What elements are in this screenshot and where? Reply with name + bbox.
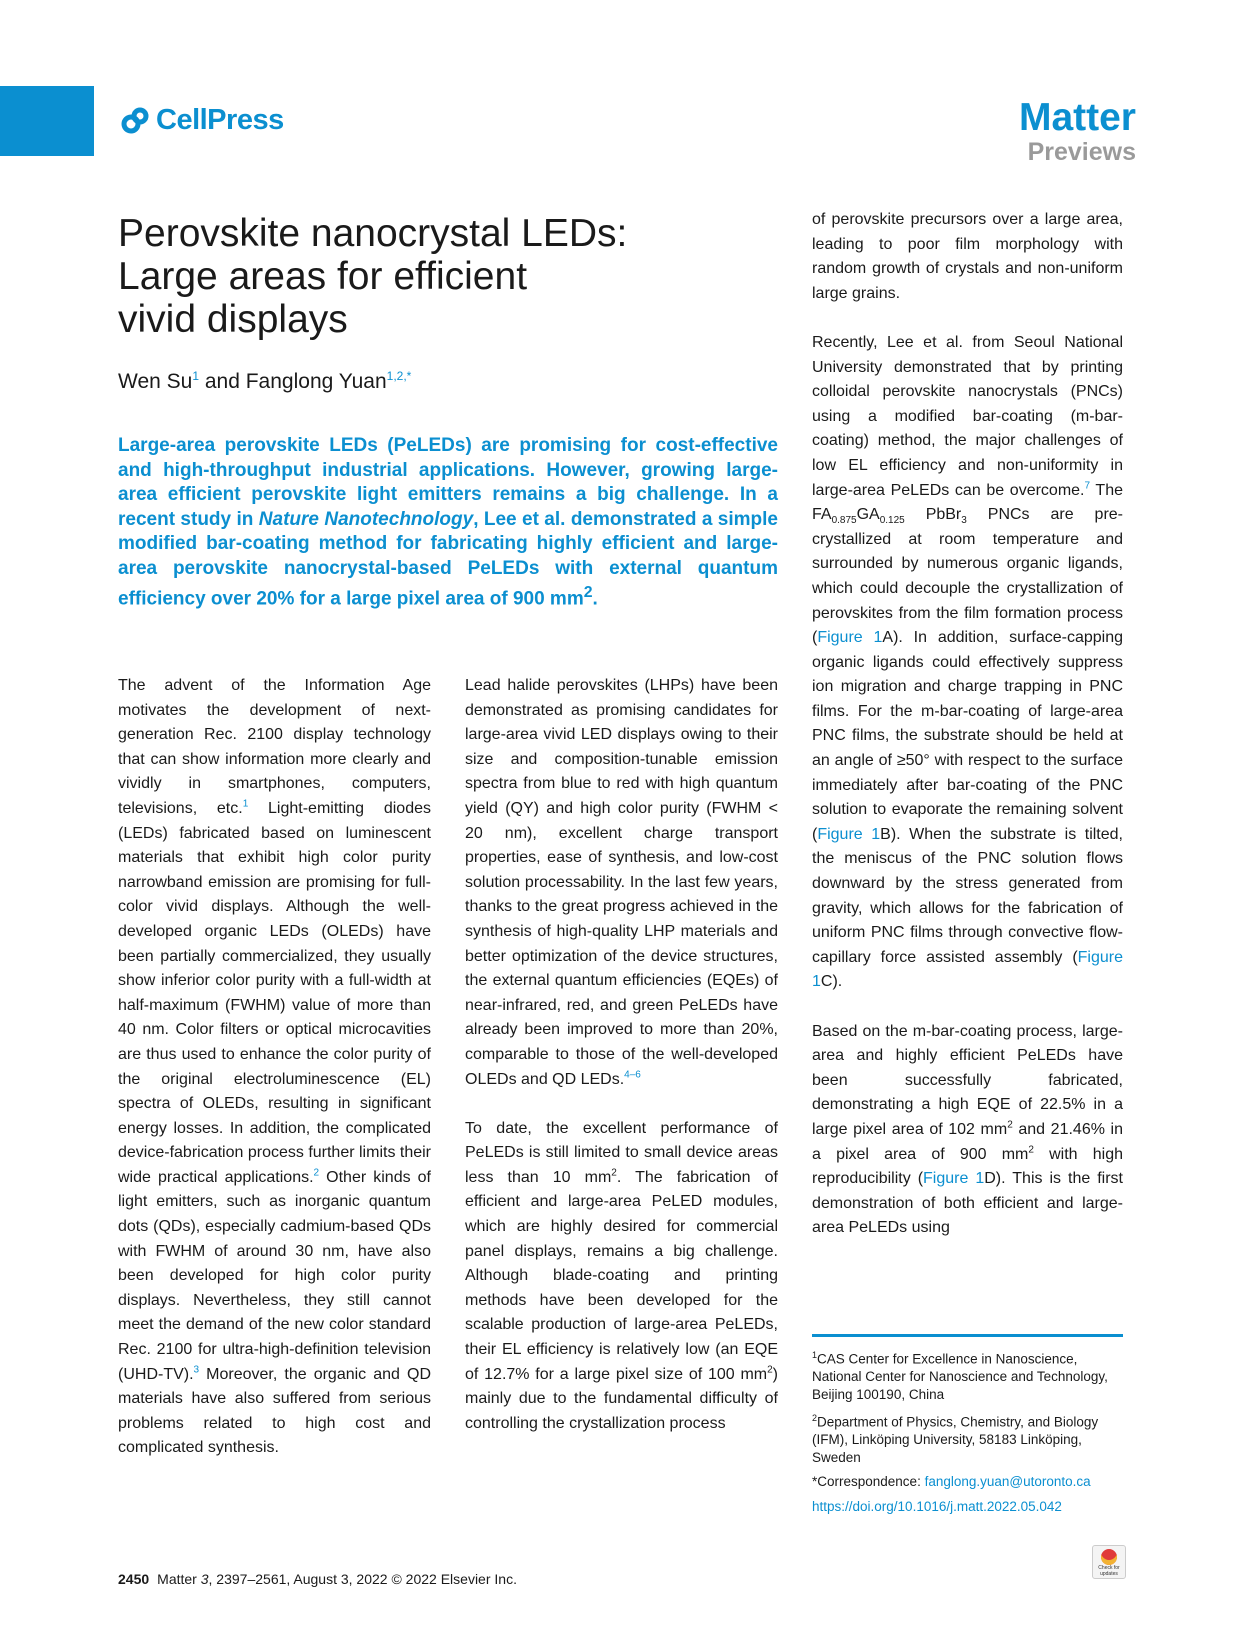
affiliation-number: 2 (812, 1413, 818, 1423)
correspondence-label: *Correspondence: (812, 1474, 925, 1489)
figure-link-word: Figure (817, 825, 863, 843)
abstract-text: . (592, 588, 598, 610)
figure-link[interactable] (817, 826, 880, 843)
superscript: 2 (767, 1364, 773, 1376)
affiliation-number: 1 (812, 1350, 818, 1360)
check-updates-icon (1101, 1549, 1117, 1565)
figure-link-word: Figure (923, 1170, 969, 1188)
section-name: Previews (1027, 138, 1136, 166)
badge-label: updates (1100, 1571, 1118, 1577)
page-footer (118, 1571, 517, 1587)
subscript: 0.125 (879, 515, 905, 527)
paragraph (812, 331, 1123, 995)
author-affiliation-link[interactable]: 1,2,* (386, 369, 412, 383)
body-column-1 (118, 674, 431, 1486)
body-text: . The fabrication of efficient and large-area PeLED modules, which are highly desired for commercial panel displays, remains a big challenge. Although blade-coating and printing methods have been developed for the scalable production of large-area PeLEDs, their EL efficiency is relatively low (an EQE of 12.7% for a large pixel size of 100 mm (465, 1168, 778, 1383)
title-line: Perovskite nanocrystal LEDs: (118, 212, 628, 255)
superscript: 2 (583, 584, 593, 601)
affiliation-text: CAS Center for Excellence in Nanoscience, National Center for Nanoscience and Technology, Beijing 100190, China (812, 1351, 1108, 1402)
author-list (118, 369, 411, 394)
header-color-block (0, 86, 94, 156)
author-name: Fanglong Yuan (245, 370, 387, 393)
figure-link[interactable] (817, 629, 882, 646)
abstract-text: , Lee et al. demonstrated a simple modified bar-coating method for fabricating highly efficient and large-area perovskite nanocrystal-based PeLEDs with external quantum efficiency over 20% for a large pixel area of 900 mm (118, 508, 778, 610)
doi (812, 1498, 1123, 1516)
author-connector: and (199, 370, 246, 393)
paragraph (465, 674, 778, 1092)
subscript: 0.875 (831, 515, 857, 527)
figure-link-number: 1 (812, 973, 821, 991)
body-text: Based on the m-bar-coating process, large-area and highly efficient PeLEDs have been successfully fabricated, demonstrating a high EQE of 22.5% in a large pixel area of 102 mm (812, 1022, 1123, 1138)
superscript: 2 (611, 1167, 617, 1179)
body-text: ) mainly due to the fundamental difficulty of controlling the crystallization process (465, 1365, 778, 1432)
correspondence (812, 1473, 1123, 1491)
journal-citation: Nature Nanotechnology (258, 508, 474, 530)
body-text: C). (820, 973, 843, 991)
figure-link-number: 1 (862, 825, 881, 843)
paragraph: of perovskite precursors over a large area, leading to poor film morphology with random growth of crystals and non-uniform large grains. (812, 211, 1123, 302)
badge-label: Check for (1098, 1565, 1120, 1571)
affiliation-text: Department of Physics, Chemistry, and Biology (IFM), Linköping University, 58183 Linköping, Sweden (812, 1414, 1099, 1465)
reference-link[interactable]: 2 (313, 1167, 320, 1179)
body-text: The FA (812, 481, 1123, 524)
body-text: Light-emitting diodes (LEDs) fabricated based on luminescent materials that exhibit high color purity narrowband emission are promising for full-color vivid displays. Although the well-developed organic LEDs (OLEDs) have been partially commercialized, they usually show inferior color purity with a full-width at half-maximum (FWHM) value of more than 40 nm. Color filters or optical microcavities are thus used to enhance the color purity of the original electroluminescence (EL) spectra of OLEDs, resulting in significant energy losses. In addition, the complicated device-fabrication process further limits their wide practical applications. (118, 799, 432, 1186)
cellpress-logo[interactable] (120, 104, 284, 137)
affiliation-divider (812, 1334, 1123, 1337)
brand-name: CellPress (156, 104, 284, 136)
body-text: Lead halide perovskites (LHPs) have been demonstrated as promising candidates for large-area vivid LED displays owing to their size and composition-tunable emission spectra from blue to red with high quantum yield (QY) and high color purity (FWHM < 20 nm), excellent charge transport properties, ease of synthesis, and low-cost solution processability. In the last few years, thanks to the great progress achieved in the synthesis of high-quality LHP materials and better optimization of the device structures, the external quantum efficiencies (EQEs) of near-infrared, red, and green PeLEDs have already been improved to more than 20%, comparable to those of the well-developed OLEDs and QD LEDs. (465, 677, 778, 1088)
body-text: GA (856, 506, 880, 524)
subscript: 3 (961, 515, 967, 527)
body-column-2 (465, 674, 778, 1461)
figure-link-number: 1 (968, 1170, 985, 1188)
reference-link[interactable]: 7 (1084, 480, 1091, 492)
affiliation (812, 1410, 1123, 1466)
author-name: Wen Su (118, 370, 193, 393)
body-text: Recently, Lee et al. from Seoul National University demonstrated that by printing colloidal perovskite nanocrystals (PNCs) using a modified bar-coating (m-bar-coating) method, the major challenges of low EL efficiency and non-uniformity in large-area PeLEDs can be overcome. (812, 333, 1123, 499)
body-text: and 21.46% in a pixel area of 900 mm (812, 1120, 1123, 1163)
body-text: To date, the excellent performance of PeLEDs is still limited to small device areas less than 10 mm (465, 1119, 778, 1186)
page-number: 2450 (118, 1571, 150, 1587)
email-link[interactable]: fanglong.yuan@utoronto.ca (924, 1474, 1091, 1489)
paragraph (465, 1117, 778, 1437)
abstract-text: Large-area perovskite LEDs (PeLEDs) are promising for cost-effective and high-throughput industrial applications. However, growing large-area efficient perovskite light emitters remains a big challenge. In a recent study in (118, 435, 778, 530)
body-text: The advent of the Information Age motivates the development of next-generation Rec. 2100 display technology that can show information more clearly and vividly in smartphones, computers, televisions, etc. (118, 677, 431, 817)
body-text: PNCs are pre-crystallized at room temperature and surrounded by numerous organic ligands, which could decouple the crystallization of perovskites from the film formation process ( (812, 506, 1123, 647)
author-affiliation-link[interactable]: 1 (192, 369, 200, 383)
superscript: 2 (1007, 1119, 1013, 1131)
reference-link[interactable]: 1 (242, 798, 249, 810)
footer-citation: , 2397–2561, August 3, 2022 © 2022 Elsevier Inc. (208, 1571, 517, 1587)
footer-volume: 3 (200, 1571, 209, 1587)
body-text: PbBr (904, 506, 962, 524)
body-column-3 (812, 208, 1123, 1266)
body-text: Other kinds of light emitters, such as inorganic quantum dots (QDs), especially cadmium-based QDs with FWHM of around 30 nm, have also been developed for high color purity displays. Nevertheless, they still cannot meet the demand of the new color standard Rec. 2100 for ultra-high-definition television (UHD-TV). (118, 1168, 431, 1383)
body-text: B). When the substrate is tilted, the meniscus of the PNC solution flows downward by the stress generated from gravity, which allows for the fabrication of uniform PNC films through convective flow-capillary force assisted assembly ( (812, 825, 1123, 966)
journal-name: Matter (1018, 96, 1136, 139)
figure-link-word: Figure (817, 629, 863, 647)
body-text: with high reproducibility ( (812, 1145, 1124, 1188)
paragraph (118, 674, 431, 1461)
article-title (118, 212, 678, 341)
affiliations (812, 1347, 1123, 1522)
doi-link[interactable]: https://doi.org/10.1016/j.matt.2022.05.042 (812, 1498, 1062, 1514)
title-line: Large areas for efficient (118, 255, 528, 298)
journal-header (1019, 98, 1136, 166)
abstract (118, 434, 778, 612)
body-text: A). In addition, surface-capping organic ligands could effectively suppress ion migration and charge trapping in PNC films. For the m-bar-coating of large-area PNC films, the substrate should be held at an angle of ≥50° with respect to the surface immediately after bar-coating of the PNC solution to evaporate the remaining solvent ( (812, 629, 1123, 843)
figure-link-number: 1 (862, 629, 883, 647)
body-text: Moreover, the organic and QD materials have also suffered from serious problems related to high cost and complicated synthesis. (118, 1365, 431, 1457)
body-text: D). This is the first demonstration of both efficient and large-area PeLEDs using (812, 1170, 1123, 1237)
title-line: vivid displays (118, 298, 348, 341)
affiliation (812, 1347, 1123, 1403)
figure-link-word: Figure (1077, 948, 1123, 966)
superscript: 2 (1028, 1144, 1034, 1156)
reference-link[interactable]: 3 (193, 1364, 200, 1376)
check-for-updates-badge[interactable] (1092, 1545, 1126, 1579)
figure-link[interactable] (923, 1170, 984, 1187)
footer-citation: Matter (157, 1571, 201, 1587)
paragraph (812, 1020, 1123, 1241)
cellpress-mark-icon (120, 106, 150, 136)
reference-link[interactable]: 4–6 (624, 1069, 641, 1081)
